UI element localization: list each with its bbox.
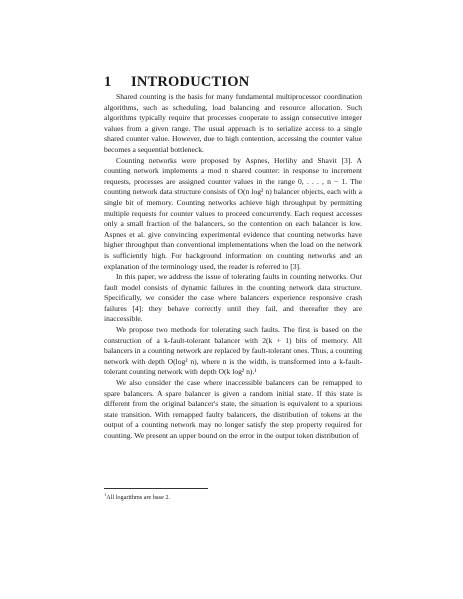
- section-heading: [104, 74, 249, 91]
- footnote: [104, 491, 170, 502]
- footnote-rule: [104, 488, 208, 489]
- paragraph-1: Shared counting is the basis for many fundamental multiprocessor coordination algorithms, such as scheduling, load balancing and resource allocation. Such algorithms typically require that processes cooperate to assign consecutive integer values from a given range. The usual approach is to serialize access to a single shared counter value. However, due to high contention, accessing the counter value becomes a sequential bottleneck.: [104, 92, 362, 154]
- paragraph-5: We also consider the case where inaccessible balancers can be remapped to spare balancers. A spare balancer is given a random initial state. If this state is different from the original balancer's state, the situation is equivalent to a spurious state transition. With remapped faulty balancers, the distribution of tokens at the output of a counting network may no longer satisfy the step property required for counting. We present an upper bound on the error in the output token distribution of: [104, 378, 362, 440]
- body-text: [104, 92, 362, 442]
- paragraph-2: Counting networks were proposed by Aspnes, Herlihy and Shavit [3]. A counting network implements a mod n shared counter: in response to increment requests, processes are assigned counter values in the range 0, . . . , n − 1. The counting network data structure consists of O(n log² n) balancer objects, each with a single bit of memory. Counting networks achieve high throughput by permitting multiple requests for counter values to proceed concurrently. Each request accesses only a small fraction of the balancers, so the contention on each balancer is low. Aspnes et al. give convincing experimental evidence that counting networks have higher throughput than conventional implementations when the load on the network is sufficiently high. For background information on counting networks and an explanation of the terminology used, the reader is referred to [3].: [104, 155, 362, 271]
- paragraph-3: In this paper, we address the issue of tolerating faults in counting networks. Our fault model consists of dynamic failures in the counting network data structure. Specifically, we consider the case where balancers experience responsive crash failures [4]: they behave correctly until they fail, and thereafter they are inaccessible.: [104, 272, 362, 324]
- footnote-text: All logarithms are base 2.: [106, 494, 170, 502]
- footnote-marker: 1: [104, 492, 107, 497]
- section-number: 1: [104, 74, 112, 90]
- section-title: INTRODUCTION: [131, 74, 250, 90]
- paragraph-4: We propose two methods for tolerating such faults. The first is based on the construction of a k-fault-tolerant balancer with 2(k + 1) bits of memory. All balancers in a counting network are replaced by fault-tolerant ones. Thus, a counting network with depth O(log² n), where n is the width, is transformed into a k-fault-tolerant counting network with depth O(k log² n).¹: [104, 325, 362, 377]
